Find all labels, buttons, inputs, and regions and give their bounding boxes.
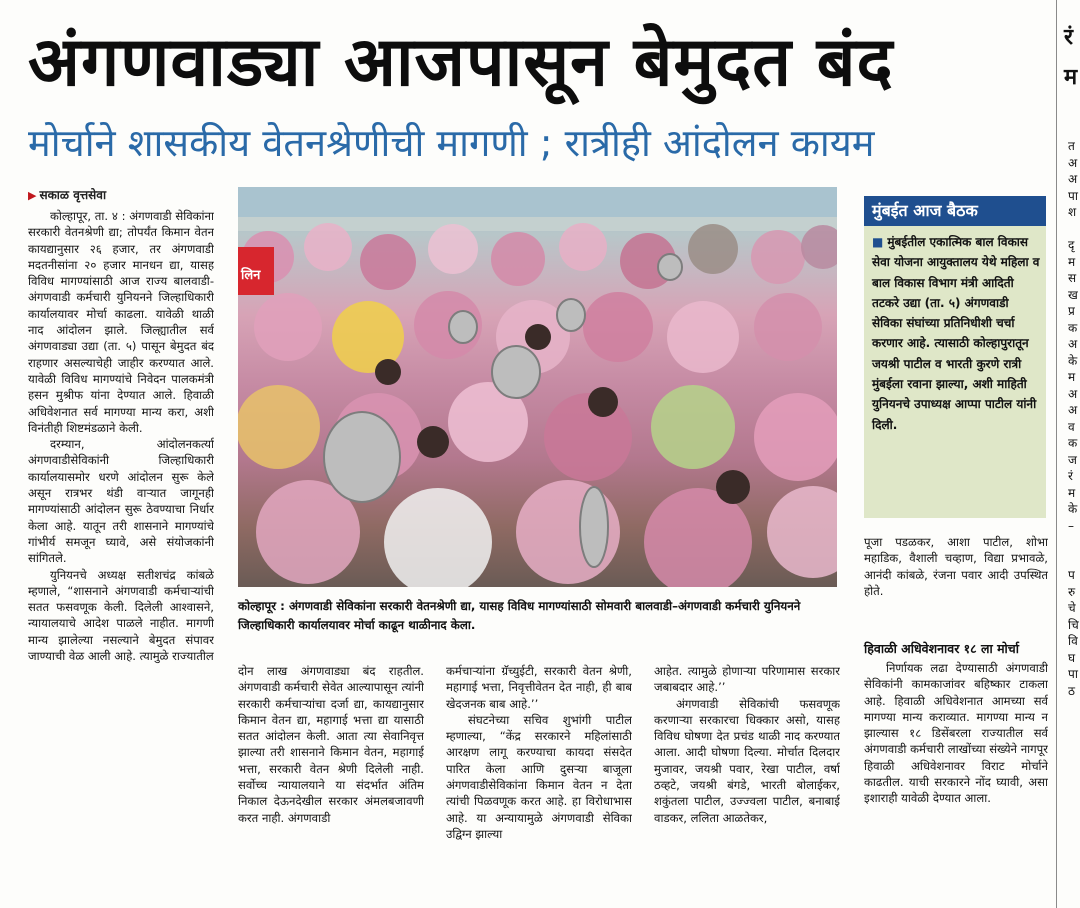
photo-caption: कोल्हापूर : अंगणवाडी सेविकांना सरकारी वेतनश्रेणी द्या, यासह विविध मागण्यांसाठी सोमवारी बालवाडी–अंगणवाडी कर्मचारी युनियनने जिल्हाधिकारी कार्यालयावर मोर्चा काढून थाळीनाद केला. xyxy=(238,599,801,632)
paragraph: कोल्हापूर, ता. ४ : अंगणवाडी सेविकांना सरकारी वेतनश्रेणी द्या; तोपर्यंत किमान वेतन कायद्यानुसार २६ हजार, तर अंगणवाडी मदतनीसांना २० हजार मानधन द्या, यासह विविध मागण्यांसाठी आज राज्य बालवाडी-अंगणवाडी कर्मचारी युनियनने जिल्हाधिकारी कार्यालयावर मोर्चा काढला. यावेळी थाळी नाद आंदोलन झाले. जिल्ह्यातील सर्व अंगणवाड्या उद्या (ता. ५) पासून बेमुदत बंद राहणार असल्याचेही जाहीर करण्यात आले. यावेळी विविध मागण्यांचे निवेदन पालकमंत्री हसन मुश्रीफ यांना देण्यात आले. हिवाळी अधिवेशनात सर्व मागण्या मान्य करा, अशी विनंतीही शिष्टमंडळाने केली. xyxy=(28,209,214,435)
info-box-title: मुंबईत आज बैठक xyxy=(864,196,1046,226)
paragraph: अंगणवाडी सेविकांची फसवणूक करणाऱ्या सरकारचा धिक्कार असो, यासह विविध घोषणा देत प्रचंड थाळी नाद करण्यात आला. आदी घोषणा दिल्या. मोर्चात दिलदार मुजावर, जयश्री पवार, रेखा पाटील, वर्षा ठव्हटे, जयश्री बंगडे, भारती बोलाईकर, शकुंतला पाटील, उज्ज्वला पाटील, बनाबाई वाडकर, ललिता आळतेकर, xyxy=(654,696,840,825)
byline-text: सकाळ वृत्तसेवा xyxy=(39,188,107,202)
adjacent-line-fragment xyxy=(1068,221,1080,238)
adjacent-line-fragment: श xyxy=(1068,205,1077,219)
adjacent-line-fragment: प्र xyxy=(1068,304,1075,318)
square-bullet-icon: ■ xyxy=(872,235,884,249)
adjacent-line-fragment: अ xyxy=(1068,337,1078,351)
adjacent-line-fragment: चे xyxy=(1068,601,1076,615)
adjacent-line-fragment: के xyxy=(1068,502,1078,516)
byline-marker-icon: ▶ xyxy=(28,189,37,202)
adjacent-line-fragment: रु xyxy=(1068,584,1076,599)
adjacent-line-fragment: रं xyxy=(1068,469,1073,483)
article-column-1 xyxy=(28,208,214,900)
adjacent-line-fragment: अ xyxy=(1068,155,1078,170)
paragraph: पूजा पडळकर, आशा पाटील, शोभा महाडिक, वैशाली चव्हाण, विद्या प्रभावळे, आनंदी कांबळे, रंजना पवार आदी उपस्थित होते. xyxy=(864,535,1048,598)
adjacent-line-fragment: व xyxy=(1068,419,1075,434)
paragraph: निर्णायक लढा देण्यासाठी अंगणवाडी सेविकांनी कामकाजांवर बहिष्कार टाकला आहे. हिवाळी अधिवेशनात आमच्या सर्व मागण्या मान्य कराव्यात. मागण्या मान्य न झाल्यास १८ डिसेंबरला राज्यातील सर्व अंगणवाडी कर्मचारी लाखोंच्या संख्येने नागपूर हिवाळी अधिवेशनावर विराट मोर्चाने काढतील. याची सरकारने नोंद घ्यावी, असा इशाराही यावेळी देण्यात आला. xyxy=(864,661,1048,806)
paragraph: युनियनचे अध्यक्ष सतीशचंद्र कांबळे म्हणाले, “शासनाने अंगणवाडी कर्मचाऱ्यांची सतत फसवणूक केली. दिलेली आश्वासने, न्यायालयाचे आदेश पाळले नाहीत. मागणी मान्य झालेल्या नसल्याने बेमुदत संपावर जाण्याची वेळ आली आहे. त्यामुळे राज्यातील xyxy=(28,567,214,664)
adjacent-line-fragment: ठ xyxy=(1068,683,1075,698)
adjacent-line-fragment: दृ xyxy=(1068,238,1075,252)
column-divider xyxy=(1056,0,1057,908)
paragraph: संघटनेच्या सचिव शुभांगी पाटील म्हणाल्या, “केंद्र सरकारने महिलांसाठी आरक्षण लागू करण्याचा कायदा संसदेत पारित केला आणि दुसऱ्या बाजूला अंगणवाडीसेविकांना किमान वेतन न देता त्यांची पिळवणूक करत आहे. हा विरोधाभास आहे. या अन्यायामुळे अंगणवाडी सेविका उद्विग्न झाल्या xyxy=(446,712,632,841)
headline: अंगणवाड्या आजपासून बेमुदत बंद xyxy=(28,23,894,102)
adjacent-line-fragment: वि xyxy=(1068,634,1078,648)
byline xyxy=(28,186,106,203)
paragraph: कर्मचाऱ्यांना ग्रॅच्युईटी, सरकारी वेतन श्रेणी, महागाई भत्ता, निवृत्तीवेतन देत नाही, ही बाब खेदजनक बाब आहे.’’ xyxy=(446,664,632,711)
adjacent-line-fragment: स xyxy=(1068,271,1077,285)
paragraph: आहेत. त्यामुळे होणाऱ्या परिणामास सरकार जबाबदार आहे.’’ xyxy=(654,664,840,695)
info-box-text: मुंबईतील एकात्मिक बाल विकास सेवा योजना आयुक्तालय येथे महिला व बाल विकास विभाग मंत्री आदिती तटकरे उद्या (ता. ५) अंगणवाडी सेविका संघांच्या प्रतिनिधीशी चर्चा करणार आहे. त्यासाठी कोल्हापुरातून जयश्री पाटील व भारती कुरणे रात्री मुंबईला रवाना झाल्या, अशी माहिती युनियनचे उपाध्यक्ष आप्पा पाटील यांनी दिली. xyxy=(872,235,1040,432)
adjacent-line-fragment: अ xyxy=(1068,172,1078,186)
adjacent-line-fragment: म xyxy=(1068,485,1076,500)
section-subheading: हिवाळी अधिवेशनावर १८ ला मोर्चा xyxy=(864,641,1019,656)
adjacent-line-fragment: अ xyxy=(1068,403,1078,417)
adjacent-headline-fragment: रं xyxy=(1064,25,1073,50)
adjacent-line-fragment xyxy=(1068,534,1080,551)
adjacent-line-fragment: क xyxy=(1068,436,1078,450)
adjacent-line-fragment: के xyxy=(1068,353,1078,368)
adjacent-line-fragment: चि xyxy=(1068,617,1079,632)
adjacent-line-fragment: घ xyxy=(1068,650,1076,665)
adjacent-line-fragment: पा xyxy=(1068,667,1078,681)
adjacent-line-fragment: त xyxy=(1068,139,1075,153)
photo-banner-text: लिन xyxy=(241,268,261,283)
article-column-2 xyxy=(238,663,424,899)
subheadline: मोर्चाने शासकीय वेतनश्रेणीची मागणी ; रात्रीही आंदोलन कायम xyxy=(28,121,875,165)
adjacent-line-fragment: ख xyxy=(1068,287,1078,302)
info-box-body xyxy=(872,232,1040,435)
info-box xyxy=(864,196,1046,518)
paragraph: दरम्यान, आंदोलनकर्त्या अंगणवाडीसेविकांनी जिल्हाधिकारी कार्यालयासमोर धरणे आंदोलन सुरू केले असून रात्रभर थंडी वाऱ्यात जागूनही मागण्यांसाठी आंदोलन सुरू ठेवण्याचा निर्धार केला आहे. यातून तरी शासनाने मागण्यांचे गांभीर्य समजून घ्यावे, असे संयोजकांनी सांगितले. xyxy=(28,437,214,566)
article-column-4 xyxy=(654,663,840,899)
article-column-3 xyxy=(446,663,632,899)
adjacent-line-fragment: अ xyxy=(1068,386,1078,401)
adjacent-line-fragment xyxy=(1068,551,1080,568)
adjacent-headline-fragment: म xyxy=(1064,65,1078,90)
news-photo xyxy=(238,187,837,587)
article-column-5-top xyxy=(864,534,1048,618)
adjacent-article-column xyxy=(1068,138,1080,898)
paragraph: दोन लाख अंगणवाड्या बंद राहतील. अंगणवाडी कर्मचारी सेवेत आल्यापासून त्यांनी सरकारी कर्मचाऱ्यांचा दर्जा द्या, कायद्यानुसार किमान वेतन द्या, महागाई भत्ता द्या यासाठी सतत आंदोलन केली. आता त्या सेवानिवृत्त झाल्या तरी शासनाने किमान वेतन, महागाई भत्ता, सरकारी वेतन श्रेणी दिलेली नाही. सर्वोच्च न्यायालयाने या संदर्भात अंतिम निकाल देऊनदेखील सरकार अंमलबजावणी करत नाही. अंगणवाडी xyxy=(238,664,424,825)
adjacent-line-fragment: प xyxy=(1068,568,1075,582)
adjacent-line-fragment: म xyxy=(1068,254,1076,269)
protest-crowd-image xyxy=(238,187,837,587)
adjacent-line-fragment: – xyxy=(1068,518,1074,533)
adjacent-line-fragment: ज xyxy=(1068,452,1077,467)
article-column-5-body xyxy=(864,660,1048,900)
adjacent-line-fragment: क xyxy=(1068,320,1078,335)
adjacent-article-headline xyxy=(1064,18,1077,98)
adjacent-line-fragment: पा xyxy=(1068,188,1078,203)
adjacent-line-fragment: म xyxy=(1068,370,1076,384)
